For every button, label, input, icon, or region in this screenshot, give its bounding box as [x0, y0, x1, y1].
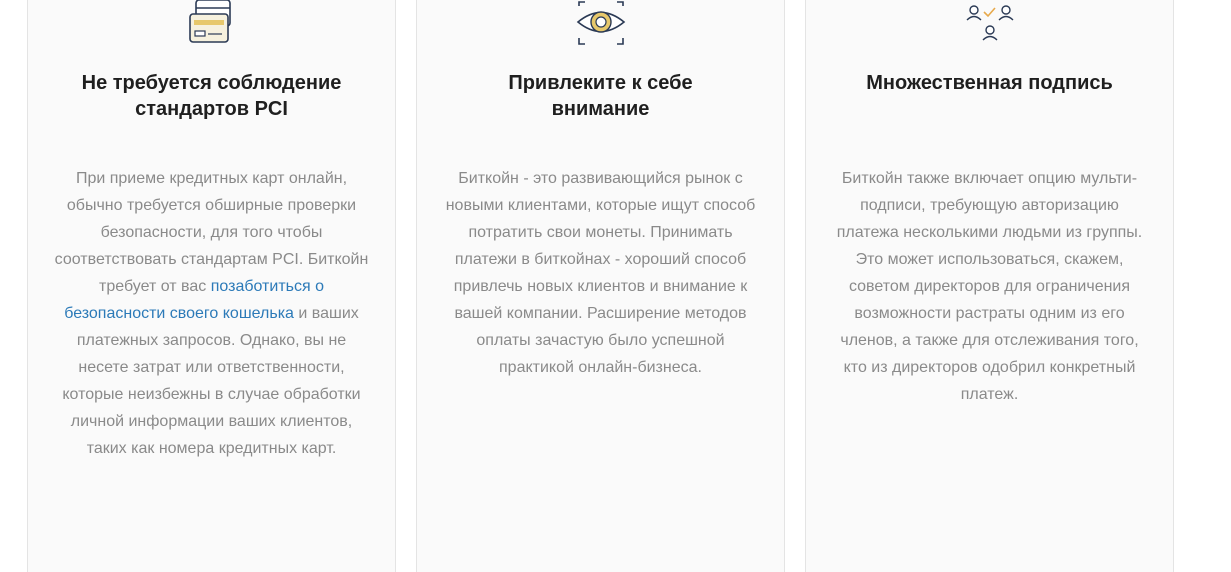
feature-description — [28, 165, 395, 462]
feature-card-pci — [27, 0, 396, 572]
feature-title — [28, 70, 395, 122]
wallet-security-link[interactable]: позаботиться о безопасности своего кошелька — [64, 278, 324, 322]
eye-icon — [573, 0, 629, 48]
multi-user-icon — [962, 0, 1018, 48]
feature-title-line: Не требуется соблюдение — [81, 72, 342, 94]
feature-title-line: стандартов PCI — [135, 98, 288, 120]
feature-card-multisig — [805, 0, 1174, 572]
feature-description: Биткойн также включает опцию мульти-подписи, требующую авторизацию платежа несколькими людьми из группы. Это может использоваться, скажем, советом директоров для ограничения возможности растраты одним из его членов, а также для отслеживания того, кто из директоров одобрил конкретный платеж. — [836, 170, 1143, 403]
feature-description-text: При приеме кредитных карт онлайн, обычно требуется обширные проверки безопасности, для того чтобы соответствовать стандартам PCI. Биткойн требует от вас — [54, 170, 369, 295]
feature-description-text: и ваших платежных запросов. Однако, вы не несете затрат или ответственности, которые неизбежны в случае обработки личной информации ваших клиентов, таких как номера кредитных карт. — [62, 305, 361, 457]
feature-title-line: внимание — [551, 98, 650, 120]
feature-title: Множественная подпись — [866, 72, 1113, 94]
feature-title-line: Привлеките к себе — [508, 72, 693, 94]
feature-card-attention — [416, 0, 785, 572]
feature-description: Биткойн - это развивающийся рынок с новыми клиентами, которые ищут способ потратить свои монеты. Принимать платежи в биткойнах - хороший способ привлечь новых клиентов и внимание к вашей компании. Расширение методов оплаты зачастую было успешной практикой онлайн-бизнеса. — [445, 170, 756, 376]
feature-title — [417, 70, 784, 122]
credit-card-icon — [184, 0, 240, 48]
